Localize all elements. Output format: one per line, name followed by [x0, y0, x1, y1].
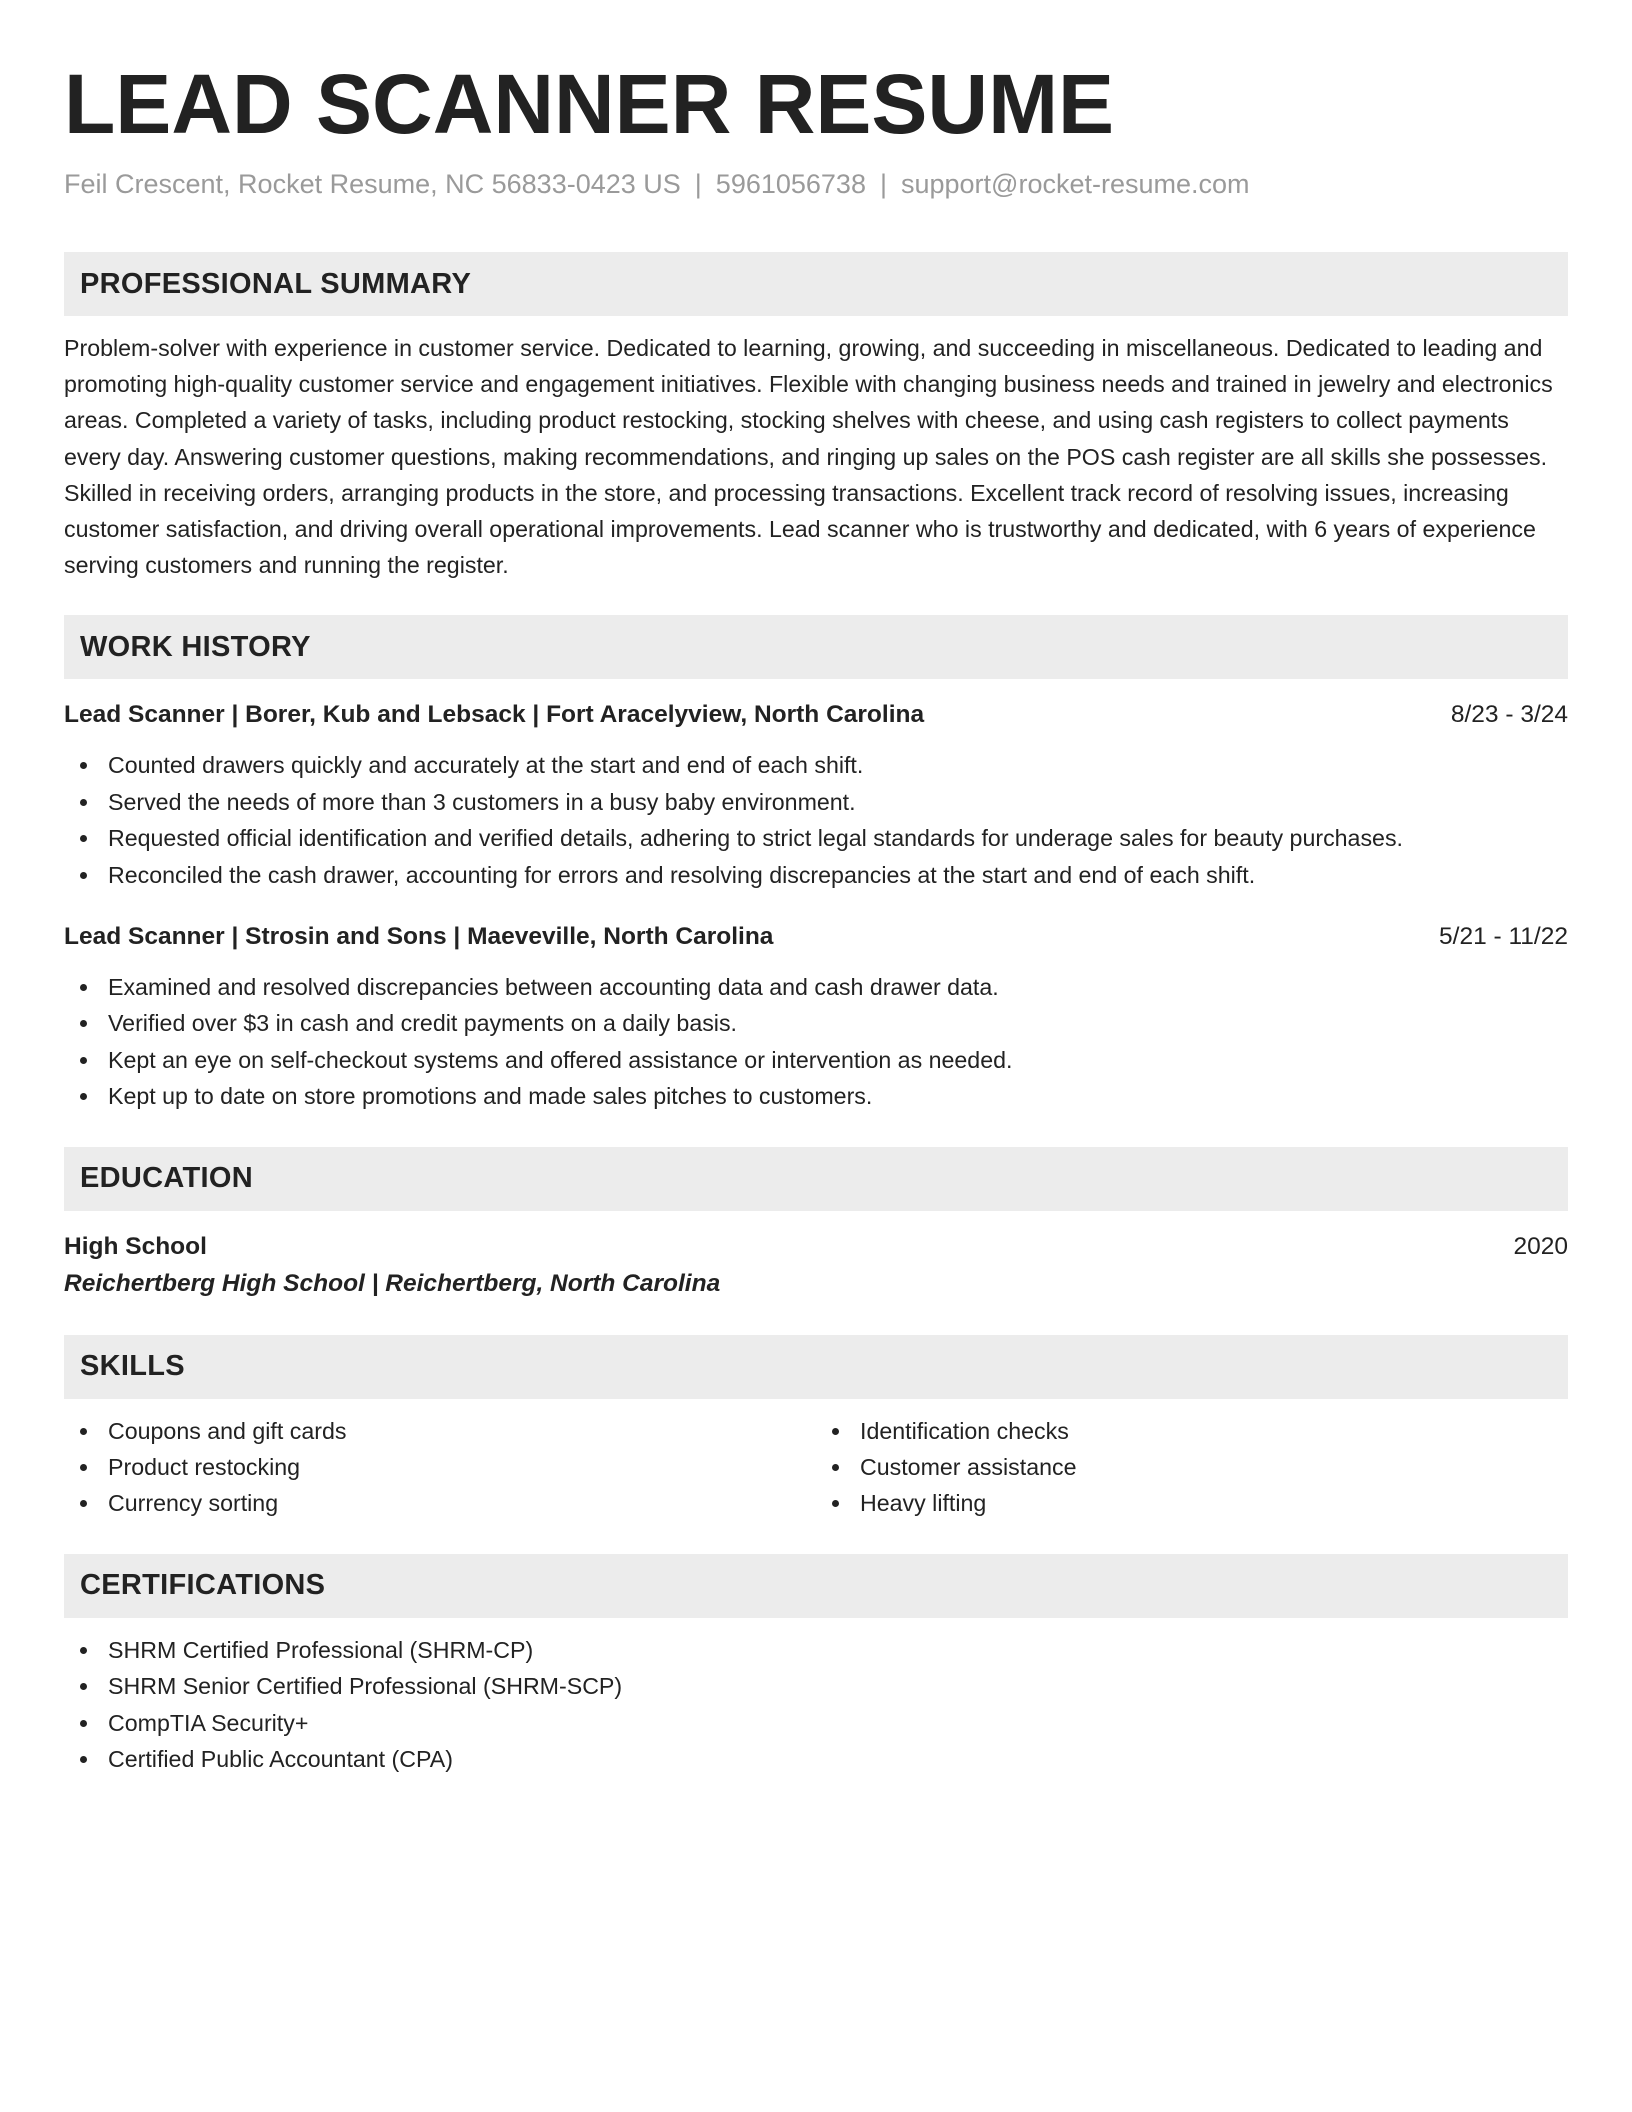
- contact-address: Feil Crescent, Rocket Resume, NC 56833-0423 US: [64, 169, 681, 199]
- list-item: Requested official identification and verified details, adhering to strict legal standards for underage sales for beauty purchases.: [64, 820, 1568, 856]
- education-school: Reichertberg High School | Reichertberg, North Carolina: [64, 1269, 721, 1297]
- job-title: Lead Scanner | Borer, Kub and Lebsack | Fort Aracelyview, North Carolina: [64, 701, 925, 729]
- contact-separator: |: [694, 169, 702, 199]
- list-item: SHRM Senior Certified Professional (SHRM-SCP): [64, 1668, 1568, 1704]
- section-heading-certifications: CERTIFICATIONS: [64, 1554, 1568, 1618]
- list-item: Reconciled the cash drawer, accounting for errors and resolving discrepancies at the start and end of each shift.: [64, 857, 1568, 893]
- contact-line: [64, 166, 1568, 202]
- list-item: CompTIA Security+: [64, 1705, 1568, 1741]
- job-bullets: [64, 747, 1568, 893]
- section-heading-education: EDUCATION: [64, 1147, 1568, 1211]
- job-bullets: [64, 969, 1568, 1115]
- list-item: Verified over $3 in cash and credit payments on a daily basis.: [64, 1005, 1568, 1041]
- list-item: Coupons and gift cards: [64, 1413, 816, 1449]
- list-item: Product restocking: [64, 1449, 816, 1485]
- job-dates: 5/21 - 11/22: [1439, 923, 1568, 951]
- job-dates: 8/23 - 3/24: [1450, 701, 1568, 729]
- job-header: [64, 919, 1568, 955]
- skills-column-left: [64, 1413, 816, 1522]
- list-item: Kept up to date on store promotions and made sales pitches to customers.: [64, 1078, 1568, 1114]
- resume-title: LEAD SCANNER RESUME: [64, 57, 1115, 151]
- section-heading-summary: PROFESSIONAL SUMMARY: [64, 252, 1568, 316]
- education-degree: High School: [64, 1232, 207, 1260]
- section-heading-work-history: WORK HISTORY: [64, 615, 1568, 679]
- skills-list: [64, 1413, 816, 1522]
- list-item: Kept an eye on self-checkout systems and offered assistance or intervention as needed.: [64, 1042, 1568, 1078]
- list-item: Identification checks: [816, 1413, 1568, 1449]
- list-item: Customer assistance: [816, 1449, 1568, 1485]
- contact-phone: 5961056738: [715, 169, 866, 199]
- contact-separator: |: [879, 169, 887, 199]
- job-entry: [64, 919, 1568, 1115]
- skills-column-right: [816, 1413, 1568, 1522]
- contact-email: support@rocket-resume.com: [900, 169, 1250, 199]
- summary-text: Problem-solver with experience in customer service. Dedicated to learning, growing, and succeeding in miscellaneous. Dedicated to leading and promoting high-quality customer service and engagement initiatives. Flexible with changing business needs and trained in jewelry and electronics areas. Completed a variety of tasks, including product restocking, stocking shelves with cheese, and using cash registers to collect payments every day. Answering customer questions, making recommendations, and ringing up sales on the POS cash register are all skills she possesses. Skilled in receiving orders, arranging products in the store, and processing transactions. Excellent track record of resolving issues, increasing customer satisfaction, and driving overall operational improvements. Lead scanner who is trustworthy and dedicated, with 6 years of experience serving customers and running the register.: [64, 335, 1553, 579]
- certifications-list: [64, 1632, 1568, 1778]
- list-item: Currency sorting: [64, 1485, 816, 1521]
- skills-list: [816, 1413, 1568, 1522]
- job-entry: [64, 697, 1568, 893]
- education-header: [64, 1229, 1568, 1265]
- list-item: Heavy lifting: [816, 1485, 1568, 1521]
- job-header: [64, 697, 1568, 733]
- section-heading-skills: SKILLS: [64, 1335, 1568, 1399]
- list-item: Certified Public Accountant (CPA): [64, 1741, 1568, 1777]
- list-item: Served the needs of more than 3 customers in a busy baby environment.: [64, 784, 1568, 820]
- skills-columns: [64, 1413, 1568, 1522]
- list-item: SHRM Certified Professional (SHRM-CP): [64, 1632, 1568, 1668]
- job-title: Lead Scanner | Strosin and Sons | Maeveville, North Carolina: [64, 923, 774, 951]
- list-item: Counted drawers quickly and accurately at the start and end of each shift.: [64, 747, 1568, 783]
- education-year: 2020: [1513, 1232, 1568, 1260]
- list-item: Examined and resolved discrepancies between accounting data and cash drawer data.: [64, 969, 1568, 1005]
